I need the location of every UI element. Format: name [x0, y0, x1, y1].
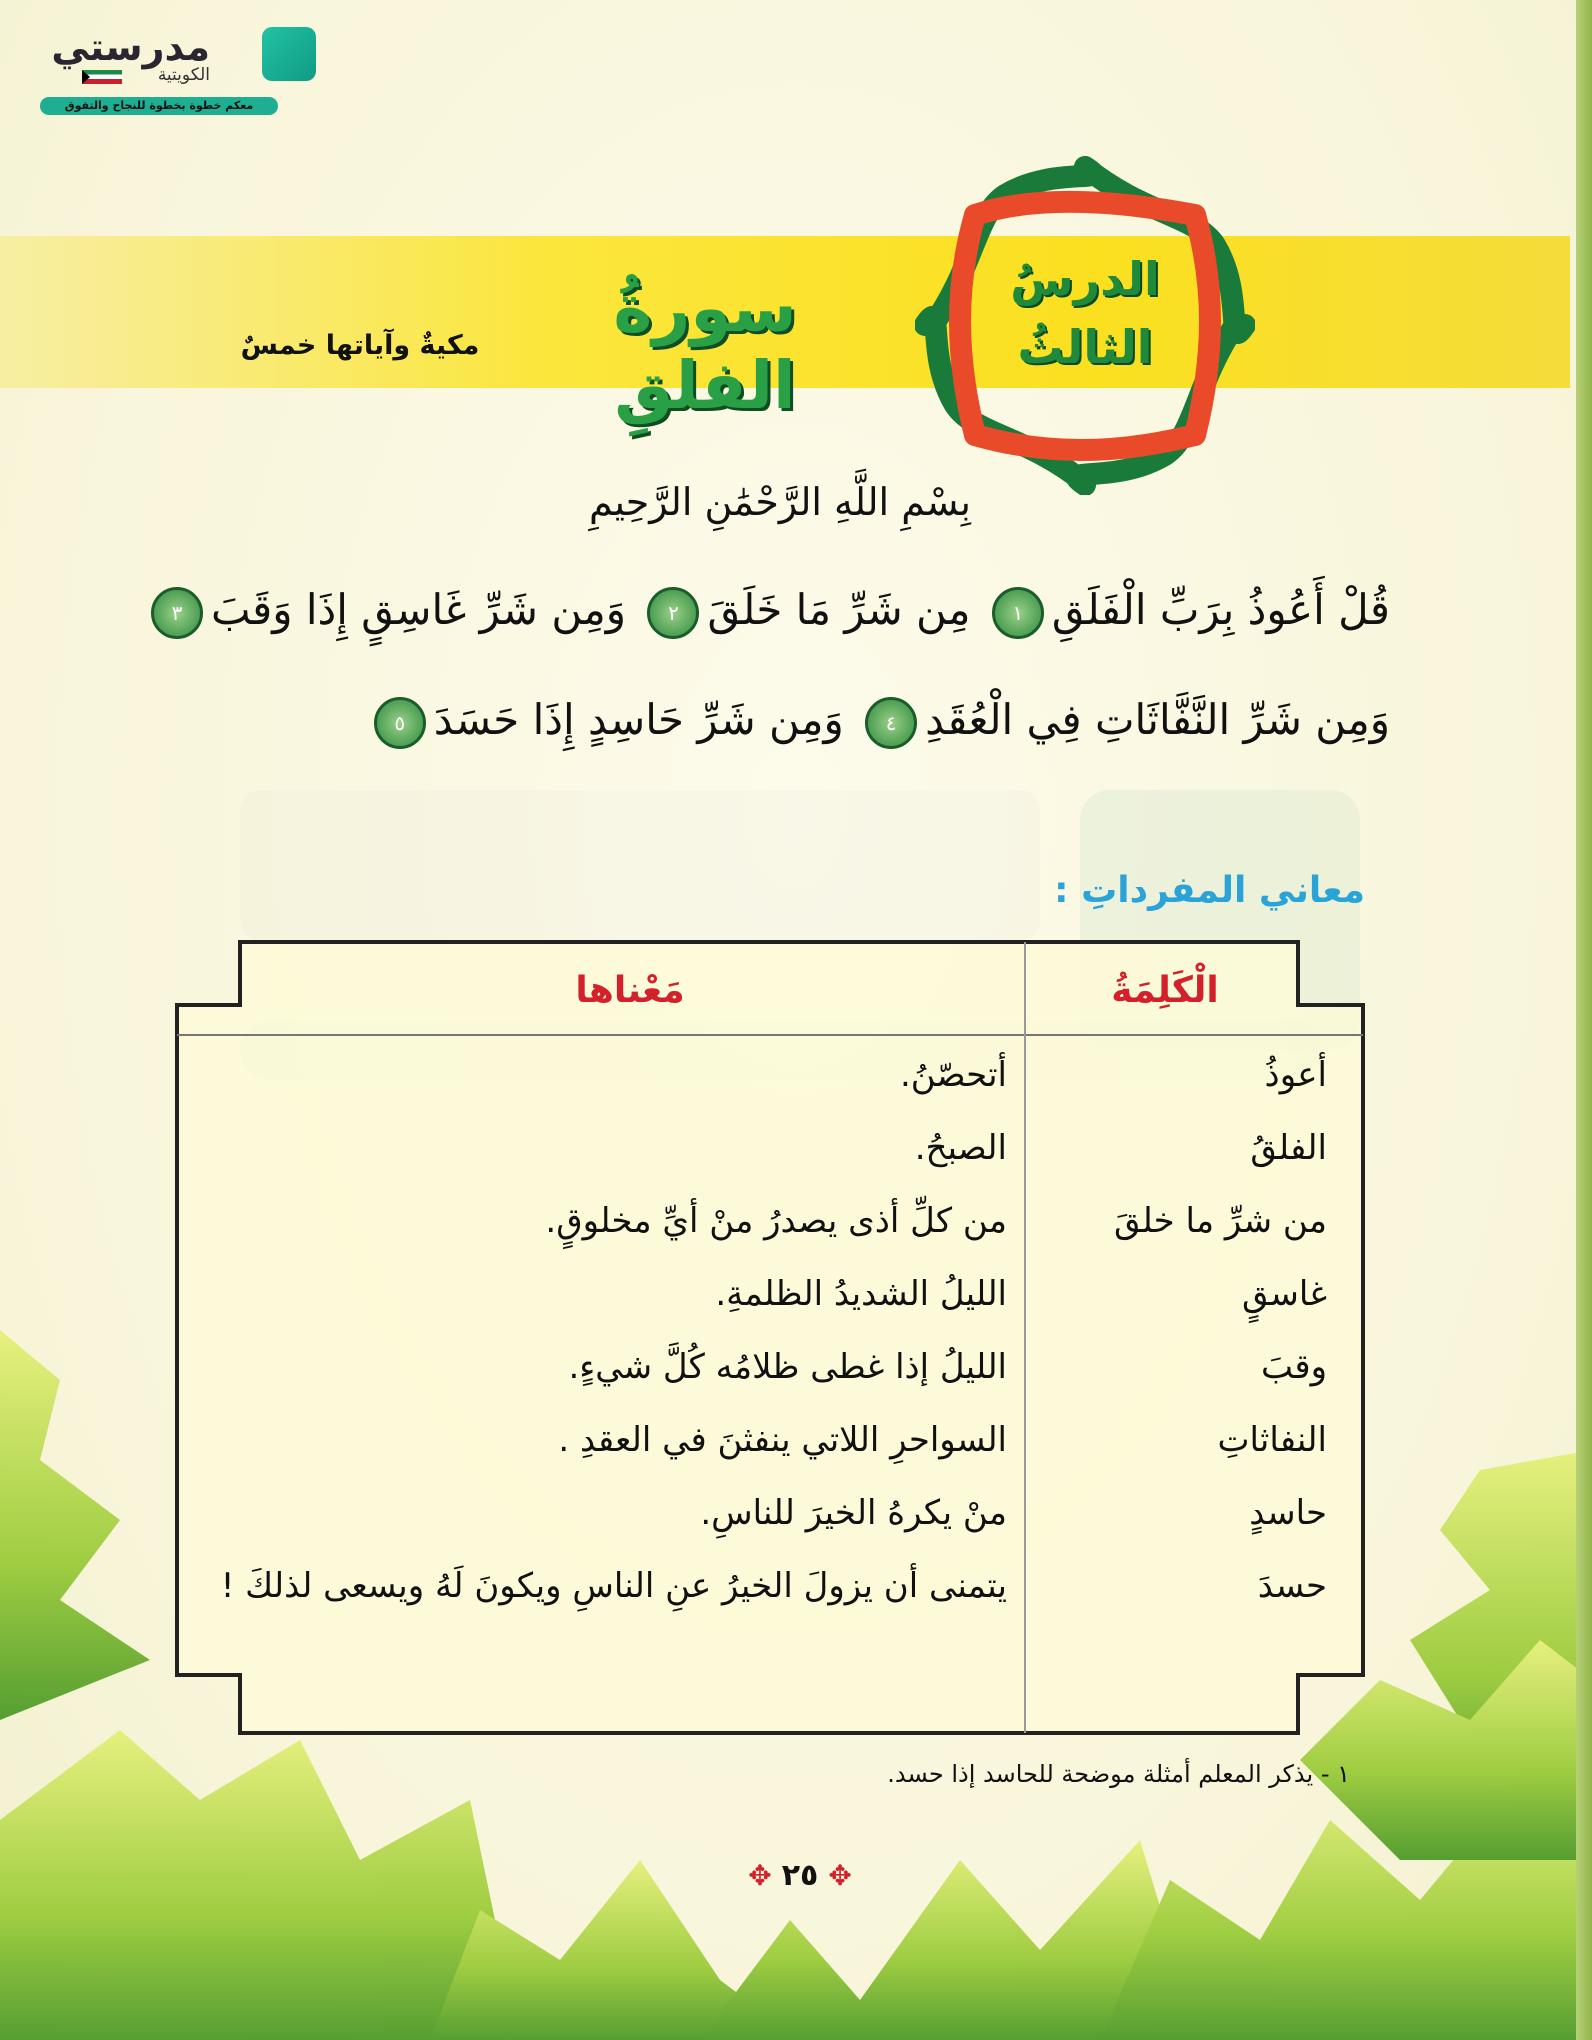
logo-subtitle: الكويتية	[157, 65, 210, 85]
page-number-value: ٢٥	[781, 1858, 819, 1893]
vocab-word: حاسدٍ	[1249, 1493, 1327, 1533]
lesson-label: الدرسُ	[1010, 252, 1160, 306]
kuwait-flag-icon	[82, 70, 122, 84]
verse-text: وَمِن شَرِّ النَّفَّاثَاتِ فِي الْعُقَدِ	[925, 695, 1390, 744]
vocab-word: النفاثاتِ	[1217, 1420, 1327, 1460]
ornament-icon: ✥	[748, 1859, 772, 1892]
verse-line-2	[160, 695, 1390, 749]
vocabulary-heading: معاني المفرداتِ :	[1054, 870, 1365, 911]
ayah-number-marker: ٣	[151, 587, 203, 639]
vocab-word: أعوذُ	[1264, 1055, 1327, 1095]
logo-book-icon	[222, 25, 318, 85]
vocab-meaning: الليلُ الشديدُ الظلمةِ.	[715, 1274, 1007, 1314]
logo-name: مدرستي	[51, 25, 210, 69]
vocab-meaning: السواحرِ اللاتي ينفثنَ في العقدِ .	[558, 1420, 1007, 1460]
vocab-word: حسدَ	[1257, 1566, 1327, 1606]
ayah-number-marker: ١	[992, 587, 1044, 639]
vocab-word: وقبَ	[1260, 1347, 1327, 1387]
vocab-meaning: منْ يكرهُ الخيرَ للناسِ.	[700, 1493, 1007, 1533]
vocab-meaning: من كلِّ أذى يصدرُ منْ أيِّ مخلوقٍ.	[545, 1201, 1007, 1241]
vocab-meaning: أتحصّنُ.	[899, 1055, 1007, 1095]
vocab-word: من شرِّ ما خلقَ	[1114, 1201, 1327, 1241]
verse-line-1	[160, 585, 1390, 639]
vocab-meaning: الليلُ إذا غطى ظلامُه كُلَّ شيءٍ.	[568, 1347, 1007, 1387]
vocab-word: الفلقُ	[1250, 1128, 1327, 1168]
ayah-number-marker: ٢	[647, 587, 699, 639]
surah-info: مكيةٌ وآياتها خمسٌ	[240, 330, 480, 361]
column-header-meaning: مَعْناها	[575, 970, 685, 1011]
site-logo[interactable]	[40, 25, 280, 120]
logo-tagline: معكم خطوة بخطوة للنجاح والتفوق	[40, 97, 278, 115]
verse-text: وَمِن شَرِّ غَاسِقٍ إِذَا وَقَبَ	[210, 585, 627, 634]
verse-text: مِن شَرِّ مَا خَلَقَ	[707, 585, 971, 634]
verse-text: وَمِن شَرِّ حَاسِدٍ إِذَا حَسَدَ	[433, 695, 844, 744]
verse-text: قُلْ أَعُوذُ بِرَبِّ الْفَلَقِ	[1051, 585, 1390, 634]
vocab-meaning: الصبحُ.	[914, 1128, 1007, 1168]
ayah-number-marker: ٥	[374, 697, 426, 749]
page-edge-strip	[1576, 0, 1592, 2040]
column-header-word: الْكَلِمَةُ	[1111, 970, 1219, 1011]
vocab-word: غاسقٍ	[1242, 1274, 1327, 1314]
ayah-number-marker: ٤	[865, 697, 917, 749]
lesson-ordinal: الثالثُ	[1017, 320, 1153, 374]
vocab-meaning: يتمنى أن يزولَ الخيرُ عنِ الناسِ ويكونَ لَهُ ويسعى لذلكَ !	[220, 1566, 1007, 1606]
basmala: بِسْمِ اللَّهِ الرَّحْمَٰنِ الرَّحِيمِ	[589, 480, 971, 524]
page-number	[720, 1858, 880, 1893]
footnote: ١ - يذكر المعلم أمثلة موضحة للحاسد إذا حسد.	[887, 1760, 1350, 1788]
surah-title: سورةُ الفلقِ	[613, 270, 797, 424]
ornament-icon: ✥	[828, 1859, 852, 1892]
lesson-number	[990, 245, 1180, 381]
